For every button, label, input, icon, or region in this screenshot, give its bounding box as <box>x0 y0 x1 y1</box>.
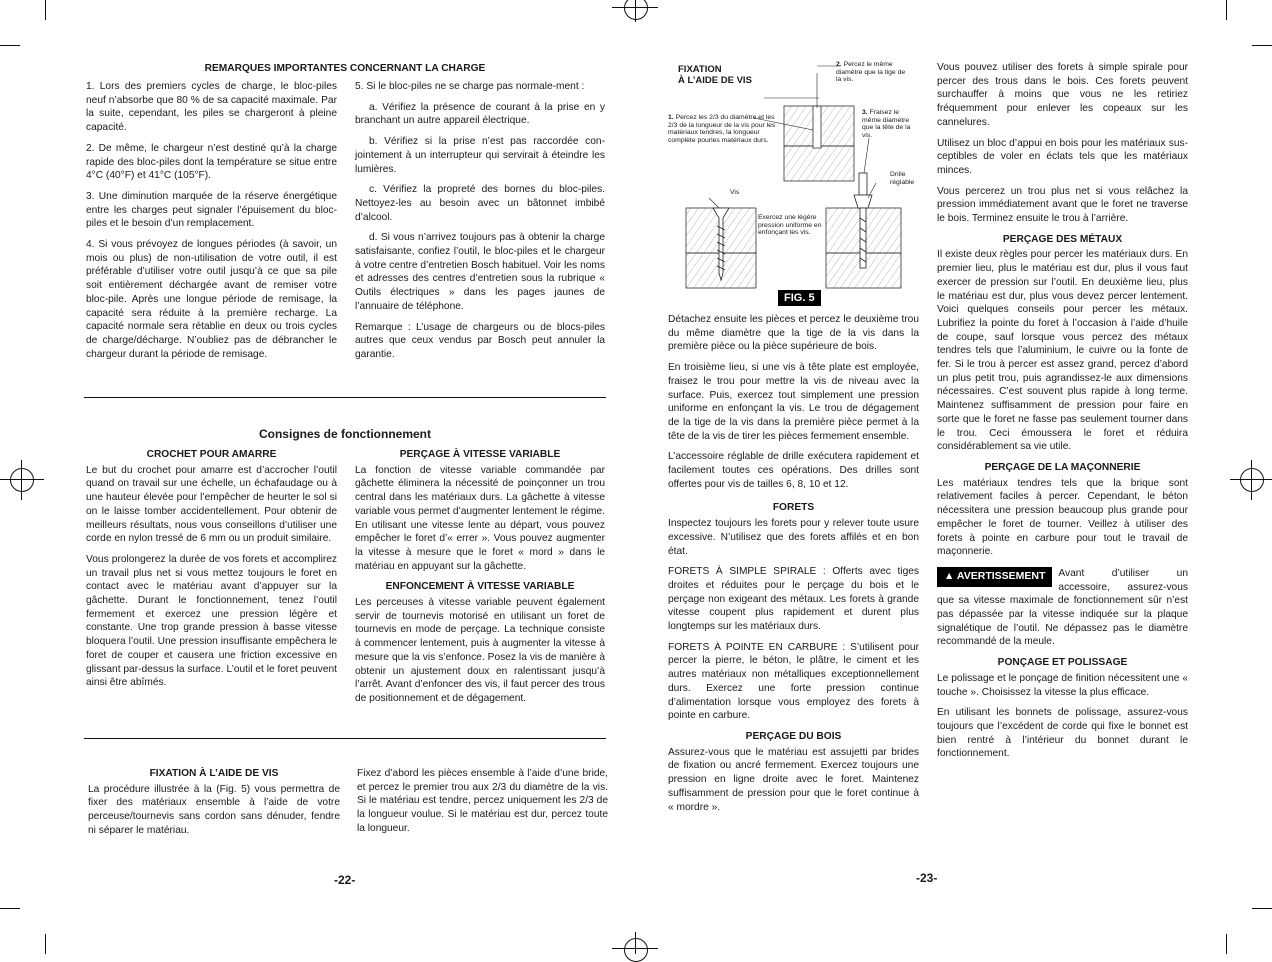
warning-text: Avant d’utiliser un accessoire, assurez-vous que sa vitesse maximale de fonctionnement sûr n’est pas dépassée par la vitesse indiquée sur la plaque signalétique de l’outil. Ne dépassez pas le diamètre recommandé de la meule. <box>937 567 1188 648</box>
charge-note: b. Vérifiez si la prise n’est pas raccordée con-jointement à un interrupteur qui servirait à éteindre les lumières. <box>355 136 605 175</box>
registration-mark <box>624 938 648 962</box>
paragraph: Vous pouvez utiliser des forets à simple spirale pour percer des trous dans le bois. Ces forets peuvent surchauffer à moins que vous ne les retiriez fréquemment pour enlever les copeaux sur les cannelures. <box>937 62 1188 128</box>
variable-speed-paragraph: La fonction de vitesse variable commandée par gâchette éliminera la nécessité de poinçonner un trou central dans les matériaux durs. La gâchette à vitesse variable vous permet d’augmenter lentement le régime. En utilisant une vitesse lente au départ, vous pouvez empêcher le foret d’« errer ». Vous pouvez augmenter la vitesse à mesure que le foret « mord » dans le matériau en appuyant sur la gâchette. <box>355 464 605 572</box>
crop-mark <box>0 45 20 46</box>
warning-icon: ▲ <box>944 569 957 582</box>
variable-speed-section <box>355 448 605 713</box>
registration-mark <box>1251 460 1252 500</box>
charge-notes-title: REMARQUES IMPORTANTES CONCERNANT LA CHARGE <box>204 63 486 74</box>
figure-illustration <box>664 58 926 308</box>
paragraph: En utilisant les bonnets de polissage, assurez-vous toujours que l’excédent de corde qui fixe le bonnet est bien rentré à l’intérieur du bonnet durant le fonctionnement. <box>937 707 1188 760</box>
figure-tag: FIG. 5 <box>778 290 821 306</box>
paragraph: Les matériaux tendres tels que la brique sont relativement faciles à percer. Cependant, le béton nécessitera une pression beaucoup plus grande pour empêcher le foret de tourner. Veillez à utiliser des forets à pointe en carbure pour tout le travail de maçonnerie. <box>937 477 1188 558</box>
paragraph: En troisième lieu, si une vis à tête plate est employée, fraisez le trou pour mettre la vis de niveau avec la surface. Puis, exercez tout simplement une pression uniforme en enfonçant la vis. Le trou de dégagement de la tige de la vis dans la première pièce permet à la tête de la vis de tirer les pièces fermement ensemble. <box>668 362 919 442</box>
variable-drive-title: ENFONCEMENT À VITESSE VARIABLE <box>385 581 575 593</box>
screw-section-col2 <box>357 767 608 843</box>
registration-mark <box>0 479 44 480</box>
label-drill: Drille réglable <box>890 171 915 186</box>
figure-5 <box>664 58 926 308</box>
variable-speed-title: PERÇAGE À VITESSE VARIABLE <box>399 449 561 460</box>
metal-title: PERÇAGE DES MÉTAUX <box>1002 233 1123 245</box>
drill-countersink <box>854 195 872 208</box>
charge-note: 2. De même, le chargeur n’est destiné qu’à la charge rapide des bloc-piles dont la température se situe entre 4°C (40°F) et 41°C (105°F). <box>86 142 337 182</box>
page-number-right: -23- <box>916 871 938 885</box>
crop-mark <box>1252 45 1272 46</box>
charge-note: 5. Si le bloc-piles ne se charge pas normale-ment : <box>355 81 585 92</box>
wood-title: PERÇAGE DU BOIS <box>745 730 842 742</box>
paragraph: Détachez ensuite les pièces et percez le deuxième trou du même diamètre que la tige de la vis dans la première pièce ou la pièce supérieure de bois. <box>668 314 919 353</box>
charge-note: 3. Une diminution marquée de la réserve énergétique entre les charges peut signaler l’épuisement du bloc-piles et le besoin d’un remplacement. <box>86 190 337 230</box>
charge-notes-col1 <box>86 80 337 368</box>
figure-title-line: FIXATION <box>678 64 722 75</box>
crop-mark <box>45 934 46 954</box>
page-number-left: -22- <box>334 873 356 887</box>
section-divider <box>84 738 606 739</box>
registration-mark <box>612 948 658 949</box>
right-col2 <box>937 61 1188 768</box>
paragraph: Inspectez toujours les forets pour y relever toute usure excessive. N’utilisez que des forets affilés et en bon état. <box>668 518 919 557</box>
paragraph: FORETS À POINTE EN CARBURE : S’utilisent pour percer la pierre, le béton, le plâtre, le ciment et les autres matériaux non métalliques exceptionnellement durs. Exercez une forte pression continue d’alimentation lorsque vous employez des forets à pointe en carbure. <box>668 641 919 722</box>
hook-paragraph: Vous prolongerez la durée de vos forets et accomplirez un travail plus net si vous mettez toujours le foret en contact avec le matériau avant d’appuyer sur la gâchette. Durant le fonctionnement, tenez l’outil fermement et exercez une pression légère et constante. Une trop grande pression à basse vitesse bloquera l’outil. Une pression insuffisante empêchera le foret de couper et causera une friction excessive en glissant par-dessus la surface. L’outil et le foret peuvent ainsi être abîmés. <box>86 553 337 689</box>
sanding-title: PONÇAGE ET POLISSAGE <box>997 657 1128 669</box>
hook-paragraph: Le but du crochet pour amarre est d’accrocher l’outil quand on travail sur une échelle, un échafaudage ou à une hauteur élevée pour l’empêcher de heurter le sol si on le laisse tomber accidentellement. Pour obtenir de meilleurs résultats, nous vous conseillons d’utiliser une corde en nylon tressé de 6 mm ou un produit similaire. <box>86 464 337 545</box>
label-number: 2. <box>836 61 842 68</box>
hook-section <box>86 448 337 697</box>
paragraph: Il existe deux règles pour percer les matériaux durs. En premier lieu, plus le matériau est dur, plus il vous faut exercer de pression sur l’outil. En deuxième lieu, plus le matériau est dur, plus vous devez percer lentement. Voici quelques conseils pour percer les métaux. Lubrifiez la pointe du foret à l’occasion à l’aide d’huile de coupe, sauf lorsque vous percez des métaux tendres tels que l’aluminium, le cuivre ou la fonte de fer. Si le trou à percer est assez grand, percez d’abord un plus petit trou, puis agrandissez-le aux dimensions nécessaires. C’est souvent plus rapide à long terme. Maintenez suffisamment de pression pour faire en sorte que le foret ne fasse pas seulement tourner dans le trou. Ceci émoussera le foret et réduira considérablement sa vie utile. <box>937 249 1188 453</box>
registration-mark <box>635 0 636 22</box>
paragraph: FORETS À SIMPLE SPIRALE : Offerts avec tiges droites et réduites pour le perçage du bois et le perçage non exigeant des métaux. Les forets à grande vitesse coupent plus rapidement et durent plus longtemps sur les matériaux durs. <box>668 566 919 633</box>
label-number: 3. <box>862 109 868 116</box>
registration-mark <box>624 0 648 20</box>
paragraph: Le polissage et le ponçage de finition nécessitent une « touche ». Choisissez la vitesse la plus efficace. <box>937 672 1188 698</box>
drill-shank <box>859 173 867 195</box>
figure-title-line: À L’AIDE DE VIS <box>678 75 752 86</box>
leader-line <box>864 138 869 173</box>
paragraph: Vous percerez un trou plus net si vous relâchez la pression immédiatement avant que le foret ne traverse le bois. Terminez ensuite le trou à l’arrière. <box>937 185 1188 225</box>
paragraph: L’accessoire réglable de drille exécutera rapidement et facilement toutes ces opérations. Des drilles sont offertes pour vis de tailles 6, 8, 10 et 12. <box>668 451 919 490</box>
crop-mark <box>1226 0 1227 20</box>
paragraph: Utilisez un bloc d’appui en bois pour les matériaux sus-ceptibles de voler en éclats tels que les matériaux minces. <box>937 137 1188 176</box>
crop-mark <box>45 0 46 20</box>
right-col1 <box>668 313 919 821</box>
label-1 <box>668 114 778 144</box>
leader-line <box>709 198 719 208</box>
registration-mark <box>635 932 636 954</box>
screw-paragraph: La procédure illustrée à la (Fig. 5) vous permettra de fixer des matériaux ensemble à l’aide de votre perceuse/tournevis sans cordon sans dénuder, fendre ni séparer le matériau. <box>88 783 340 836</box>
hole <box>813 106 821 148</box>
section-divider <box>84 397 606 398</box>
screw-section-col1 <box>88 767 340 845</box>
label-text: Percez les 2/3 du diamètre et les 2/3 de la longueur de la vis pour les matériaux tendres, la longueur complète pourles matériaux durs. <box>668 114 776 144</box>
crop-mark <box>1252 908 1272 909</box>
charge-note: 4. Si vous prévoyez de longues périodes (à savoir, un mois ou plus) de non-utilisation de votre outil, il est préférable d’utiliser votre outil jusqu’à ce que sa pile soit entièrement déchargée avant de remiser votre bloc-pile. Après une longue période de remisage, la capacité sera réduite à la première recharge. La capacité normale sera rétablie en deux ou trois cycles de charge/décharge. N’oubliez pas de débrancher le chargeur durant la période de remisage. <box>86 239 337 360</box>
hook-title: CROCHET POUR AMARRE <box>146 449 277 460</box>
charge-note: 1. Lors des premiers cycles de charge, le bloc-piles neuf n’absorbe que 80 % de sa capacité maximale. Par la suite, cependant, les piles se chargeront à pleine capacité. <box>86 81 337 134</box>
charge-note: Remarque : L’usage de chargeurs ou de blocs-piles autres que ceux vendus par Bosch peut annuler la garantie. <box>355 321 605 360</box>
registration-mark <box>1240 468 1264 492</box>
label-screw: Vis <box>730 189 740 196</box>
warning-badge <box>937 567 1052 587</box>
label-pressure: Exercez une légère pression uniforme en enfonçant les vis. <box>758 214 822 237</box>
crop-mark <box>1226 934 1227 954</box>
registration-mark <box>612 7 658 8</box>
warning-paragraph <box>937 567 1188 649</box>
screw-paragraph: Fixez d’abord les pièces ensemble à l’aide d’une bride, et percez le premier trou aux 2/3 du diamètre de la vis. Si le matériau est tendre, percez uniquement les 2/3 de la longueur voulue. Si le matériau est dur, percez toute la longueur. <box>357 768 608 834</box>
wood-piece <box>784 146 854 181</box>
charge-notes-col2 <box>355 80 605 369</box>
warning-label: AVERTISSEMENT <box>956 569 1046 582</box>
masonry-title: PERÇAGE DE LA MAÇONNERIE <box>984 461 1141 473</box>
registration-mark <box>21 460 22 500</box>
charge-note: a. Vérifiez la présence de courant à la prise en y branchant un autre appareil électrique. <box>355 101 605 127</box>
paragraph: Assurez-vous que le matériau est assujetti par brides de fixation ou ancré fermement. Exercez toujours une pression en ligne droite avec le foret. Maintenez suffisamment de pression pour que le foret continue à « mordre ». <box>668 746 919 813</box>
crop-mark <box>0 908 20 909</box>
label-text: Percez le même diamètre que la tige de la vis. <box>836 61 906 84</box>
bits-title: FORETS <box>772 502 815 514</box>
label-3 <box>862 109 912 139</box>
label-2 <box>836 61 906 84</box>
label-text: Fraisez le même diamètre que la tête de la vis. <box>862 109 911 139</box>
registration-mark <box>10 468 34 492</box>
label-number: 1. <box>668 114 674 121</box>
screw-title: FIXATION À L’AIDE DE VIS <box>149 768 279 779</box>
variable-drive-paragraph: Les perceuses à vitesse variable peuvent également servir de tournevis motorisé en utilisant un foret de tournevis en mode de perçage. La technique consiste à commencer lentement, puis à augmenter la vitesse à mesure que la vis s’enfonce. Posez la vis de manière à obtenir un ajustement doux en ralentissant jusqu’à l’arrêt. Avant d’enfoncer des vis, il faut percer des trous de positionnement et de dégagement. <box>355 597 605 704</box>
charge-note: c. Vérifiez la propreté des bornes du bloc-piles. Nettoyez-les au besoin avec un bâtonnet imbibé d’alcool. <box>355 184 605 223</box>
operation-title: Consignes de fonctionnement <box>258 427 431 441</box>
charge-note: d. Si vous n’arrivez toujours pas à obtenir la charge satisfaisante, confiez l’outil, le bloc-piles et le chargeur à votre centre d’entretien Bosch habituel. Voir les noms et adresses des centres d’entretien sous la rubrique « Outils électriques » dans les pages jaunes de l’annuaire de téléphone. <box>355 232 605 312</box>
